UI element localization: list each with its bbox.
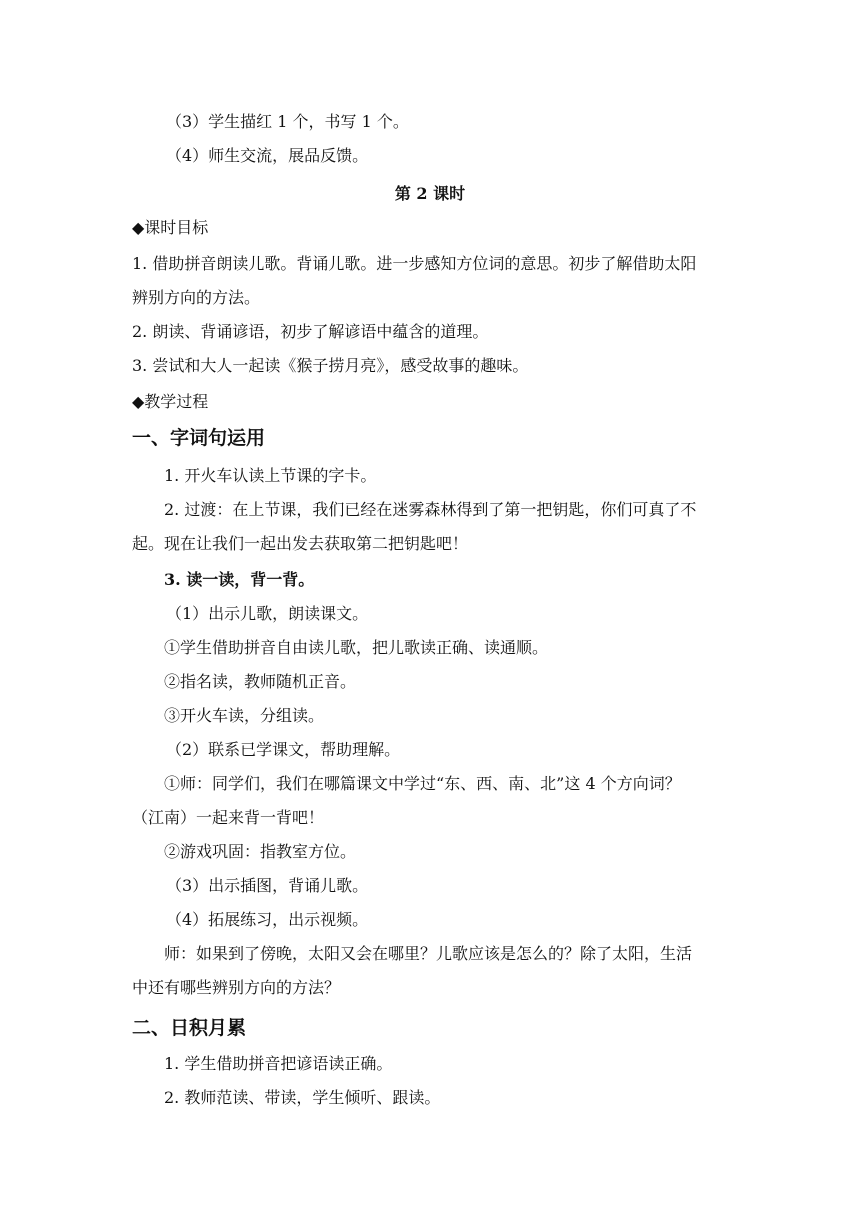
section-heading-2: 二、日积月累 <box>132 1017 247 1039</box>
item-3-title: 3. 读一读，背一背。 <box>164 570 315 589</box>
lesson-title: 第 2 课时 <box>394 184 466 203</box>
sub-item-1b: ②指名读，教师随机正音。 <box>164 672 357 691</box>
goal-1-line-2: 辨别方向的方法。 <box>132 288 261 307</box>
sub-item-2b: ②游戏巩固：指教室方位。 <box>164 842 357 861</box>
section-2-item-1: 1. 学生借助拼音把谚语读正确。 <box>164 1054 393 1073</box>
sub-item-1c: ③开火车读，分组读。 <box>164 706 325 725</box>
section-2-item-2: 2. 教师范读、带读，学生倾听、跟读。 <box>164 1088 441 1107</box>
section-heading-1: 一、字词句运用 <box>132 427 266 449</box>
goal-1-line-1: 1. 借助拼音朗读儿歌。背诵儿歌。进一步感知方位词的意思。初步了解借助太阳 <box>132 254 697 273</box>
item-2-line-2: 起。现在让我们一起出发去获取第二把钥匙吧！ <box>132 534 469 553</box>
sub-item-2a-line-1: ①师：同学们，我们在哪篇课文中学过“东、西、南、北”这 4 个方向词？ <box>164 774 681 793</box>
sub-item-3: （3）出示插图，背诵儿歌。 <box>166 876 369 895</box>
item-1: 1. 开火车认读上节课的字卡。 <box>164 466 377 485</box>
step-exchange-feedback: （4）师生交流，展品反馈。 <box>166 146 369 165</box>
goal-3: 3. 尝试和大人一起读《猴子捞月亮》，感受故事的趣味。 <box>132 356 529 375</box>
sub-item-1: （1）出示儿歌，朗读课文。 <box>166 604 369 623</box>
teacher-question-line-2: 中还有哪些辨别方向的方法？ <box>132 978 341 997</box>
step-trace-write: （3）学生描红 1 个，书写 1 个。 <box>166 112 409 131</box>
sub-item-2: （2）联系已学课文，帮助理解。 <box>166 740 401 759</box>
sub-item-2a-line-2: （江南）一起来背一背吧！ <box>132 808 325 827</box>
sub-item-1a: ①学生借助拼音自由读儿歌，把儿歌读正确、读通顺。 <box>164 638 549 657</box>
goal-2: 2. 朗读、背诵谚语，初步了解谚语中蕴含的道理。 <box>132 322 489 341</box>
sub-item-4: （4）拓展练习，出示视频。 <box>166 910 369 929</box>
teacher-question-line-1: 师：如果到了傍晚，太阳又会在哪里？儿歌应该是怎么的？除了太阳，生活 <box>164 944 693 963</box>
item-2-line-1: 2. 过渡：在上节课，我们已经在迷雾森林得到了第一把钥匙，你们可真了不 <box>164 500 697 519</box>
goals-label: ◆课时目标 <box>132 218 209 237</box>
process-label: ◆教学过程 <box>132 392 209 411</box>
